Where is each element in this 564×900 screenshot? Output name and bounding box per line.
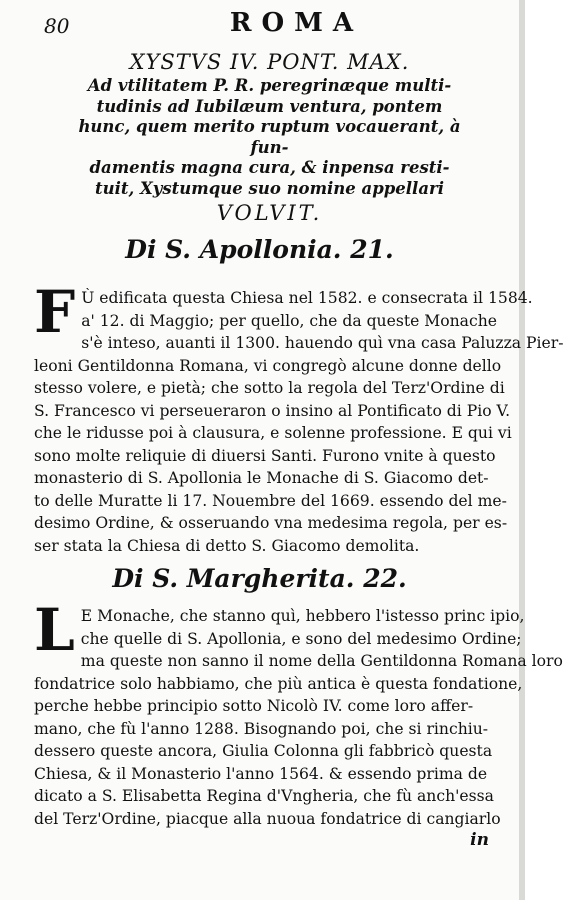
text-line: monasterio di S. Apollonia le Monache di S. Giacomo det- xyxy=(34,469,489,487)
inscription-line: Ad vtilitatem P. R. peregrinæque multi- xyxy=(87,76,452,95)
inscription-title: XYSTVS IV. PONT. MAX. xyxy=(129,50,410,74)
text-line: desimo Ordine, & osseruando vna medesima regola, per es- xyxy=(34,514,508,532)
inscription xyxy=(70,50,469,225)
text-line: dessero queste ancora, Giulia Colonna gli fabbricò questa xyxy=(34,742,493,760)
text-line: che le ridusse poi à clausura, e solenne professione. E qui vi xyxy=(34,424,512,442)
text-line: sono molte reliquie di diuersi Santi. Furono vnite à questo xyxy=(34,446,496,465)
text-line: che quelle di S. Apollonia, e sono del medesimo Ordine; xyxy=(80,629,522,648)
drop-cap: F xyxy=(34,278,76,346)
text-line: stesso volere, e pietà; che sotto la regola del Terz'Ordine di xyxy=(34,379,505,397)
text-line: a' 12. di Maggio; per quello, che da queste Monache xyxy=(81,311,497,330)
text-line: Chiesa, & il Monasterio l'anno 1564. & essendo prima de xyxy=(34,764,488,783)
inscription-closing: VOLVIT. xyxy=(216,201,323,225)
text-line: del Terz'Ordine, piacque alla nuoua fondatrice di cangiarlo xyxy=(34,809,501,828)
text-line: E Monache, che stanno quì, hebbero l'istesso princ ipio, xyxy=(80,607,525,625)
text-line: S. Francesco vi perseueraron o insino al Pontificato di Pio V. xyxy=(34,401,511,420)
text-line: perche hebbe principio sotto Nicolò IV. come loro affer- xyxy=(34,697,474,715)
text-line: to delle Muratte li 17. Nouembre del 1669. essendo del me- xyxy=(34,491,507,510)
running-head: ROMA xyxy=(229,8,364,38)
text-line: ser stata la Chiesa di detto S. Giacomo demolita. xyxy=(34,536,420,555)
text-line: dicato a S. Elisabetta Regina d'Vngheria, che fù anch'essa xyxy=(34,787,494,805)
text-line: s'è inteso, auanti il 1300. hauendo quì vna casa Paluzza Pier- xyxy=(81,334,564,352)
paragraph-margherita xyxy=(34,596,563,830)
text-line: ma queste non sanno il nome della Gentildonna Romana loro xyxy=(80,652,563,670)
section-heading-margherita: Di S. Margherita. 22. xyxy=(112,564,407,593)
inscription-line: hunc, quem merito ruptum vocauerant, à fun- xyxy=(78,117,461,157)
inscription-line: tuit, Xystumque suo nomine appellari xyxy=(95,178,444,198)
page-header xyxy=(44,8,489,40)
paragraph-apollonia xyxy=(34,278,564,557)
section-heading-apollonia: Di S. Apollonia. 21. xyxy=(125,235,394,264)
inscription-line: damentis magna cura, & inpensa resti- xyxy=(89,158,450,177)
inscription-line: tudinis ad Iubilæum ventura, pontem xyxy=(96,96,443,116)
drop-cap: L xyxy=(34,596,75,664)
text-line: fondatrice solo habbiamo, che più antica è questa fondatione, xyxy=(34,674,523,693)
page-number: 80 xyxy=(44,14,70,38)
catchword: in xyxy=(470,830,489,850)
text-line: mano, che fù l'anno 1288. Bisognando poi, che si rinchiu- xyxy=(34,719,489,738)
text-line: Ù edificata questa Chiesa nel 1582. e consecrata il 1584. xyxy=(81,289,533,307)
text-line: leoni Gentildonna Romana, vi congregò alcune donne dello xyxy=(34,356,502,375)
